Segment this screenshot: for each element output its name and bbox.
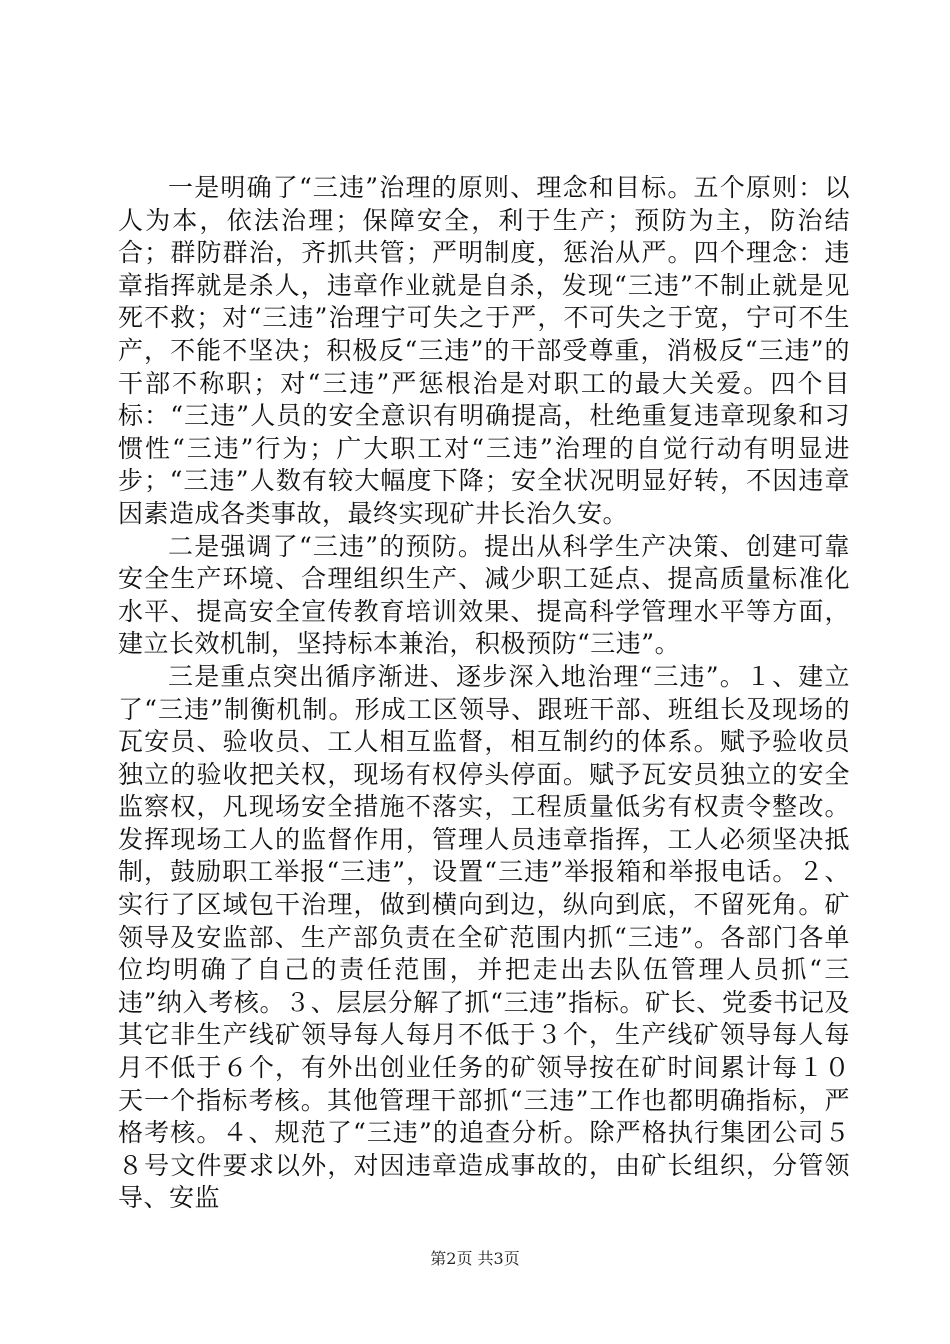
page-number-footer: 第2页 共3页 <box>430 1249 520 1268</box>
paragraph-principles-goals: 一是明确了“三违”治理的原则、理念和目标。五个原则：以人为本，依法治理；保障安全，利于生产；预防为主，防治结合；群防群治，齐抓共管；严明制度，惩治从严。四个理念：违章指挥就是杀人，违章作业就是自杀，发现“三违”不制止就是见死不救；对“三违”治理宁可失之于严，不可失之于宽，宁可不生产，不能不坚决；积极反“三违”的干部受尊重，消极反“三违”的干部不称职；对“三违”严惩根治是对职工的最大关爱。四个目标：“三违”人员的安全意识有明确提高，杜绝重复违章现象和习惯性“三违”行为；广大职工对“三违”治理的自觉行动有明显进步；“三违”人数有较大幅度下降；安全状况明显好转，不因违章因素造成各类事故，最终实现矿井长治久安。 <box>118 173 850 528</box>
paragraph-governance-measures: 三是重点突出循序渐进、逐步深入地治理“三违”。１、建立了“三违”制衡机制。形成工区领导、跟班干部、班组长及现场的瓦安员、验收员、工人相互监督，相互制约的体系。赋予验收员独立的验收把关权，现场有权停头停面。赋予瓦安员独立的安全监察权，凡现场安全措施不落实，工程质量低劣有权责令整改。发挥现场工人的监督作用，管理人员违章指挥，工人必须坚决抵制，鼓励职工举报“三违”，设置“三违”举报箱和举报电话。２、实行了区域包干治理，做到横向到边，纵向到底，不留死角。矿领导及安监部、生产部负责在全矿范围内抓“三违”。各部门各单位均明确了自己的责任范围，并把走出去队伍管理人员抓“三违”纳入考核。３、层层分解了抓“三违”指标。矿长、党委书记及其它非生产线矿领导每人每月不低于３个，生产线矿领导每人每月不低于６个，有外出创业任务的矿领导按在矿时间累计每１０天一个指标考核。其他管理干部抓“三违”工作也都明确指标，严格考核。４、规范了“三违”的追查分析。除严格执行集团公司５８号文件要求以外，对因违章造成事故的，由矿长组织，分管领导、安监 <box>118 661 850 1213</box>
paragraph-prevention: 二是强调了“三违”的预防。提出从科学生产决策、创建可靠安全生产环境、合理组织生产、减少职工延点、提高质量标准化水平、提高安全宣传教育培训效果、提高科学管理水平等方面，建立长效机制，坚持标本兼治，积极预防“三违”。 <box>118 531 850 659</box>
document-body <box>118 172 850 1215</box>
